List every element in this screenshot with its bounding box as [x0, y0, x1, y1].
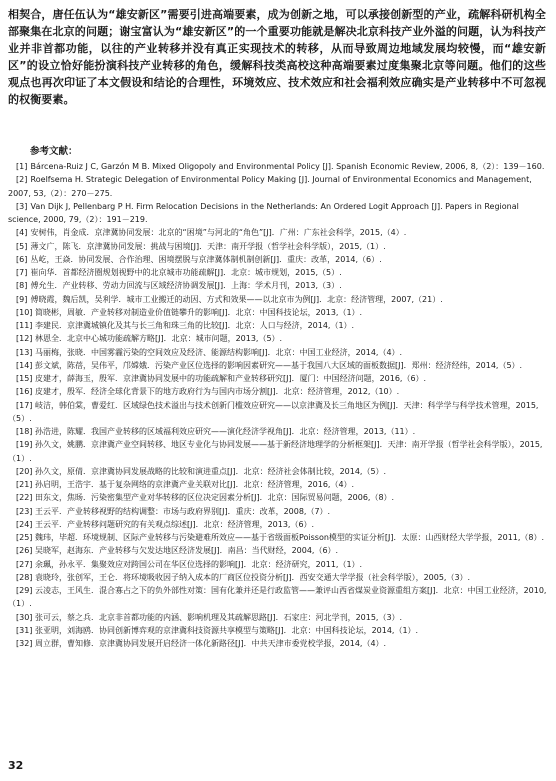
reference-entry: [8, 253, 548, 266]
reference-number: [16]: [16, 387, 33, 397]
reference-text: 云凌志，王风生．混合寡占之下的负外部性对策：国有化兼并还是行政监管——兼评山西省煤炭业资源重组方案[J]．北京：中国工业经济，2010,（1）.: [8, 586, 547, 609]
reference-number: [21]: [16, 480, 33, 489]
reference-text: 简晓彬，周敏．产业转移对制造业价值链攀升的影响[J]．北京：中国科技论坛，2013,（1）.: [34, 307, 363, 317]
reference-number: [2]: [16, 175, 28, 185]
reference-entry: [8, 319, 548, 332]
reference-entry: [8, 266, 548, 279]
reference-entry: [8, 279, 548, 292]
references-list: [8, 160, 548, 650]
reference-entry: [8, 306, 548, 319]
reference-number: [17]: [16, 400, 33, 410]
reference-text: 岐洁，韩伯棠，曹爱红．区域绿色技术溢出与技术创新门槛效应研究——以京津冀及长三角地区为例[J]．天津：科学学与科学技术管理，2015,（5）.: [8, 400, 539, 423]
reference-entry: [8, 544, 548, 557]
reference-number: [9]: [16, 294, 28, 304]
reference-number: [32]: [16, 639, 33, 648]
reference-number: [13]: [16, 347, 33, 357]
reference-number: [25]: [16, 533, 33, 542]
reference-number: [11]: [16, 321, 33, 330]
reference-number: [5]: [16, 241, 28, 251]
reference-entry: [8, 385, 548, 398]
reference-text: 王云平．产业转移视野的结构调整：市场与政府界别[J]．重庆：改革，2008,（7）.: [34, 506, 331, 516]
reference-number: [14]: [16, 360, 33, 370]
reference-number: [28]: [16, 572, 33, 582]
reference-entry: [8, 611, 548, 624]
body-paragraph: [8, 6, 546, 108]
reference-entry: [8, 226, 548, 239]
reference-number: [4]: [16, 228, 28, 238]
reference-number: [31]: [16, 625, 33, 635]
reference-entry: [8, 584, 548, 611]
reference-number: [20]: [16, 466, 33, 476]
reference-entry: [8, 491, 548, 504]
reference-entry: [8, 478, 548, 491]
reference-text: 皮建才，薛海玉，殷军．京津冀协同发展中的功能疏解和产业转移研究[J]．厦门：中国经济问题，2016,（6）.: [34, 374, 427, 383]
reference-number: [1]: [16, 162, 28, 171]
reference-entry: [8, 173, 548, 200]
reference-entry: [8, 346, 548, 359]
reference-entry: [8, 505, 548, 518]
reference-text: 皮建才，殷军．经济全球化背景下的地方政府行为与国内市场分割[J]．北京：经济管理，2012,（10）.: [34, 387, 400, 397]
reference-entry: [8, 438, 548, 465]
reference-number: [10]: [16, 307, 33, 317]
reference-entry: [8, 637, 548, 650]
reference-number: [26]: [16, 546, 33, 556]
reference-number: [29]: [16, 586, 33, 595]
references-title: 参考文献：: [30, 146, 78, 157]
reference-text: 马丽梅，张晓．中国雾霾污染的空间效应及经济、能源结构影响[J]．北京：中国工业经济，2014,（4）.: [34, 347, 403, 357]
reference-text: 孙浩进，陈耀．我国产业转移的区域福利效应研究——演化经济学视角[J]．北京：经济管理，2013,（11）.: [34, 427, 416, 436]
reference-text: 傅晓霞，魏后凯，吴利学．城市工业搬迁的动因、方式和效果——以北京市为例[J]．北京：经济管理，2007,（21）.: [30, 294, 443, 304]
reference-number: [6]: [16, 254, 28, 264]
reference-text: Roelfsema H. Strategic Delegation of Environmental Policy Making [J]. Journal of Environmental Economics and Management, 2007, 53,（2）：270－275.: [8, 175, 532, 198]
reference-number: [30]: [16, 612, 33, 622]
reference-text: 傅允生．产业转移、劳动力回流与区域经济协调发展[J]．上海：学术月刊，2013,（3）.: [30, 281, 342, 291]
reference-text: 彭文斌，陈蓓，吴伟平，邝嫦娥．污染产业区位选择的影响因素研究——基于我国八大区域的面板数据[J]．郑州：经济经纬，2014,（5）.: [34, 360, 523, 370]
reference-number: [12]: [16, 334, 33, 344]
reference-number: [24]: [16, 519, 33, 529]
reference-entry: [8, 531, 548, 544]
reference-entry: [8, 425, 548, 438]
reference-text: 张可云，蔡之兵．北京非首都功能的内涵、影响机理及其疏解思路[J]．石家庄：河北学刊，2015,（3）.: [34, 612, 403, 622]
reference-entry: [8, 240, 548, 253]
reference-number: [23]: [16, 506, 33, 516]
reference-text: Van Dijk J, Pellenbarg P H. Firm Relocation Decisions in the Netherlands: An Ordered Logit Approach [J]. Papers in Regional science, 2000, 79,（2）：191－219.: [8, 201, 519, 224]
reference-entry: [8, 160, 548, 173]
reference-text: 林恩全．北京中心城功能疏解方略[J]．北京：城市问题，2013,（5）.: [34, 334, 283, 344]
reference-number: [8]: [16, 281, 28, 291]
reference-entry: [8, 518, 548, 531]
reference-number: [19]: [16, 440, 33, 450]
reference-number: [27]: [16, 559, 33, 569]
reference-text: 吴晓军，赵海东．产业转移与欠发达地区经济发展[J]．南昌：当代财经，2004,（6）.: [34, 546, 339, 556]
reference-text: 孙启明，王浩宇．基于复杂网络的京津冀产业关联对比[J]．北京：经济管理，2016,（4）.: [34, 480, 355, 489]
reference-text: Bárcena-Ruiz J C, Garzón M B. Mixed Oligopoly and Environmental Policy [J]. Spanish Economic Review, 2006, 8,（2）：139－160.: [30, 162, 545, 171]
reference-number: [15]: [16, 374, 33, 383]
reference-entry: [8, 624, 548, 637]
reference-text: 王云平．产业转移问题研究的有关观点综述[J]．北京：经济管理，2013,（6）.: [34, 519, 315, 529]
reference-entry: [8, 332, 548, 345]
reference-text: 崔向华．首都经济圈规划视野中的北京城市功能疏解[J]．北京：城市规划，2015,（5）.: [30, 268, 342, 277]
reference-entry: [8, 399, 548, 426]
reference-number: [22]: [16, 493, 33, 503]
reference-number: [3]: [16, 201, 28, 211]
reference-entry: [8, 200, 548, 227]
reference-entry: [8, 571, 548, 584]
reference-entry: [8, 359, 548, 372]
reference-entry: [8, 293, 548, 306]
reference-text: 薄文广，陈飞．京津冀协同发展：挑战与困境[J]．天津：南开学报（哲学社会科学版），2015,（1）.: [30, 241, 386, 251]
reference-text: 田东文，焦旸．污染密集型产业对华转移的区位决定因素分析[J]．北京：国际贸易问题，2006,（8）.: [34, 493, 395, 503]
reference-number: [18]: [16, 427, 33, 436]
reference-text: 周立群，曹知修．京津冀协同发展开启经济一体化新路径[J]．中共天津市委党校学报，2014,（4）.: [34, 639, 387, 648]
reference-text: 李建民．京津冀城镇化及其与长三角和珠三角的比较[J]．北京：人口与经济，2014,（1）.: [34, 321, 355, 330]
reference-text: 袁晓玲，张创军，王仑．将环境吸收因子纳入成本的厂商区位投资分析[J]．西安交通大学学报（社会科学版），2005,（3）.: [34, 572, 471, 582]
reference-text: 孙久文，姚鹏．京津冀产业空间转移、地区专业化与协同发展——基于新经济地理学的分析框架[J]．天津：南开学报（哲学社会科学版），2015,（1）.: [8, 440, 543, 463]
reference-text: 丛屹，王焱．协同发展、合作治理、困境摆脱与京津冀体制机制创新[J]．重庆：改革，2014,（6）.: [30, 254, 382, 264]
reference-text: 孙久文，原倩．京津冀协同发展战略的比较和演进重点[J]．北京：经济社会体制比较，2014,（5）.: [34, 466, 387, 476]
paragraph-text: 相契合，唐任伍认为“雄安新区”需要引进高端要素，成为创新之地，可以承接创新型的产业，疏解科研机构全部聚集在北京的问题；谢宝富认为“雄安新区”的一个重要功能就是解决北京科技产业外溢的问题，认为科技产业并非首都功能，以往的产业转移并没有真正实现技术的转移，从而导致周边地域发展均较慢，而“雄安新区”的设立恰好能扮演科技产业转移的角色，缓解科技类高校这种高端要素过度集聚北京等问题。他们的这些观点也再次印证了本文假设和结论的合理性，环境效应、技术效应和社会福利效应确实是产业转移中不可忽视的权衡要素。: [8, 8, 546, 106]
reference-text: 安树伟，肖金成．京津冀协同发展：北京的“困境”与河北的“角色”[J]．广州：广东社会科学，2015,（4）.: [30, 228, 407, 238]
reference-text: 魏玮，毕超．环境规制、区际产业转移与污染避难所效应——基于省级面板Poisson模型的实证分析[J]．太原：山西财经大学学报，2011,（8）.: [34, 533, 545, 542]
page-number: 32: [8, 759, 24, 772]
reference-number: [7]: [16, 268, 28, 277]
reference-entry: [8, 558, 548, 571]
reference-entry: [8, 465, 548, 478]
reference-text: 余珮，孙永平．集聚效应对跨国公司在华区位选择的影响[J]．北京：经济研究，2011,（1）.: [34, 559, 363, 569]
reference-text: 张亚明，刘海鸥．协同创新博弈观的京津冀科技资源共享模型与策略[J]．北京：中国科技论坛，2014,（1）.: [34, 625, 419, 635]
reference-entry: [8, 372, 548, 385]
